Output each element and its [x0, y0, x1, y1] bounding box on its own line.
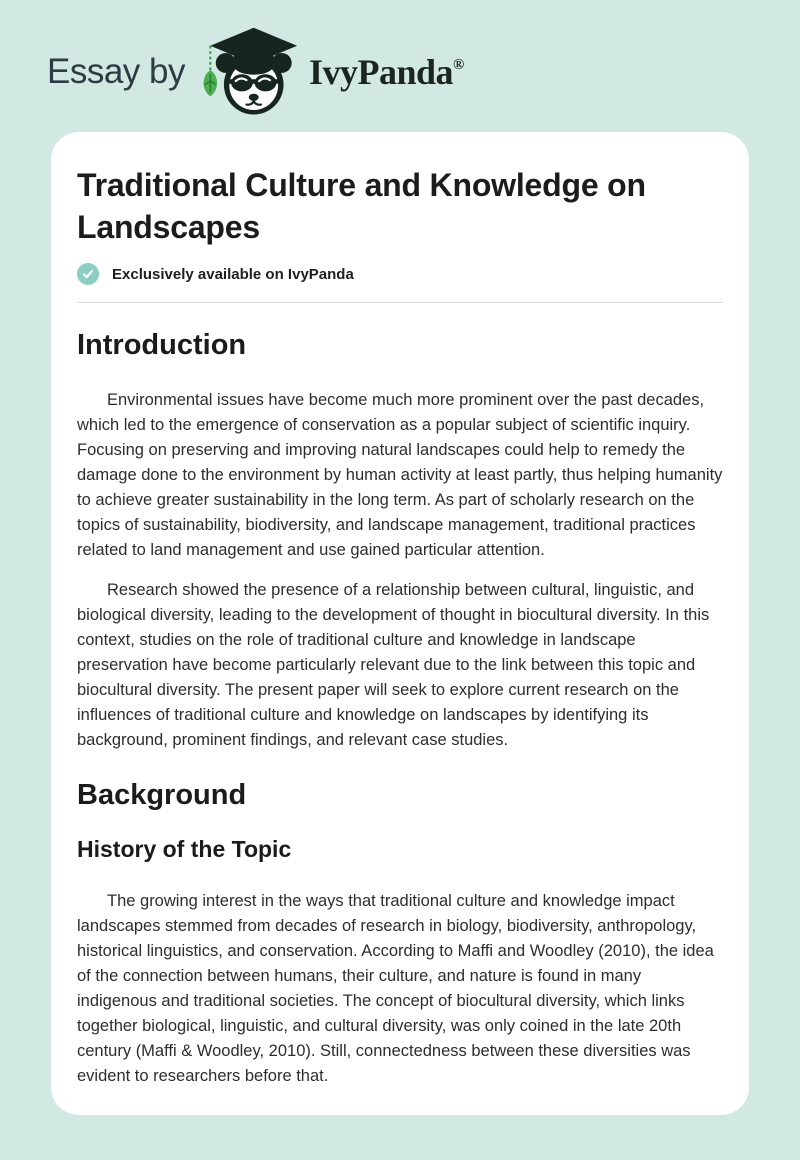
ivypanda-logo[interactable]	[201, 25, 464, 119]
introduction-paragraph-1: Environmental issues have become much more prominent over the past decades, which led to the emergence of conservation as a popular subject of scientific inquiry. Focusing on preserving and improving natural landscapes could help to remedy the damage done to the environment by human activity at least partly, thus helping humanity to achieve greater sustainability in the long term. As part of scholarly research on the topics of sustainability, biodiversity, and landscape management, traditional practices related to land management and use gained particular attention.	[77, 391, 723, 559]
availability-row	[77, 263, 723, 285]
introduction-paragraph-2: Research showed the presence of a relationship between cultural, linguistic, and biological diversity, leading to the development of thought in biocultural diversity. In this context, studies on the role of traditional culture and knowledge in landscape preservation have become particularly relevant due to the link between this topic and biocultural diversity. The present paper will seek to explore current research on the influences of traditional culture and knowledge on landscapes by identifying its background, prominent findings, and relevant case studies.	[77, 581, 710, 749]
essay-title: Traditional Culture and Knowledge on Landscapes	[77, 167, 646, 245]
checkmark-icon	[77, 263, 99, 285]
history-paragraph-1: The growing interest in the ways that traditional culture and knowledge impact landscapes stemmed from decades of research in biology, biodiversity, anthropology, historical linguistics, and conservation. According to Maffi and Woodley (2010), the idea of the connection between humans, their culture, and nature is found in many indigenous and traditional societies. The concept of biocultural diversity, which links together biological, linguistic, and cultural diversity, was only coined in the late 20th century (Maffi & Woodley, 2010). Still, connectedness between these diversities was evident to researchers before that.	[77, 892, 714, 1085]
section-heading-introduction: Introduction	[77, 329, 247, 361]
brand-text: IvyPanda	[309, 52, 454, 92]
essay-by-label: Essay by	[47, 52, 185, 91]
essay-card	[51, 132, 749, 1115]
subsection-heading-history: History of the Topic	[77, 836, 292, 862]
brand-name	[309, 51, 464, 93]
availability-label: Exclusively available on IvyPanda	[112, 265, 354, 283]
divider	[77, 302, 723, 303]
section-heading-background: Background	[77, 779, 247, 811]
page-header	[0, 0, 800, 120]
registered-mark: ®	[453, 57, 464, 73]
panda-graduation-cap-icon	[201, 25, 301, 119]
